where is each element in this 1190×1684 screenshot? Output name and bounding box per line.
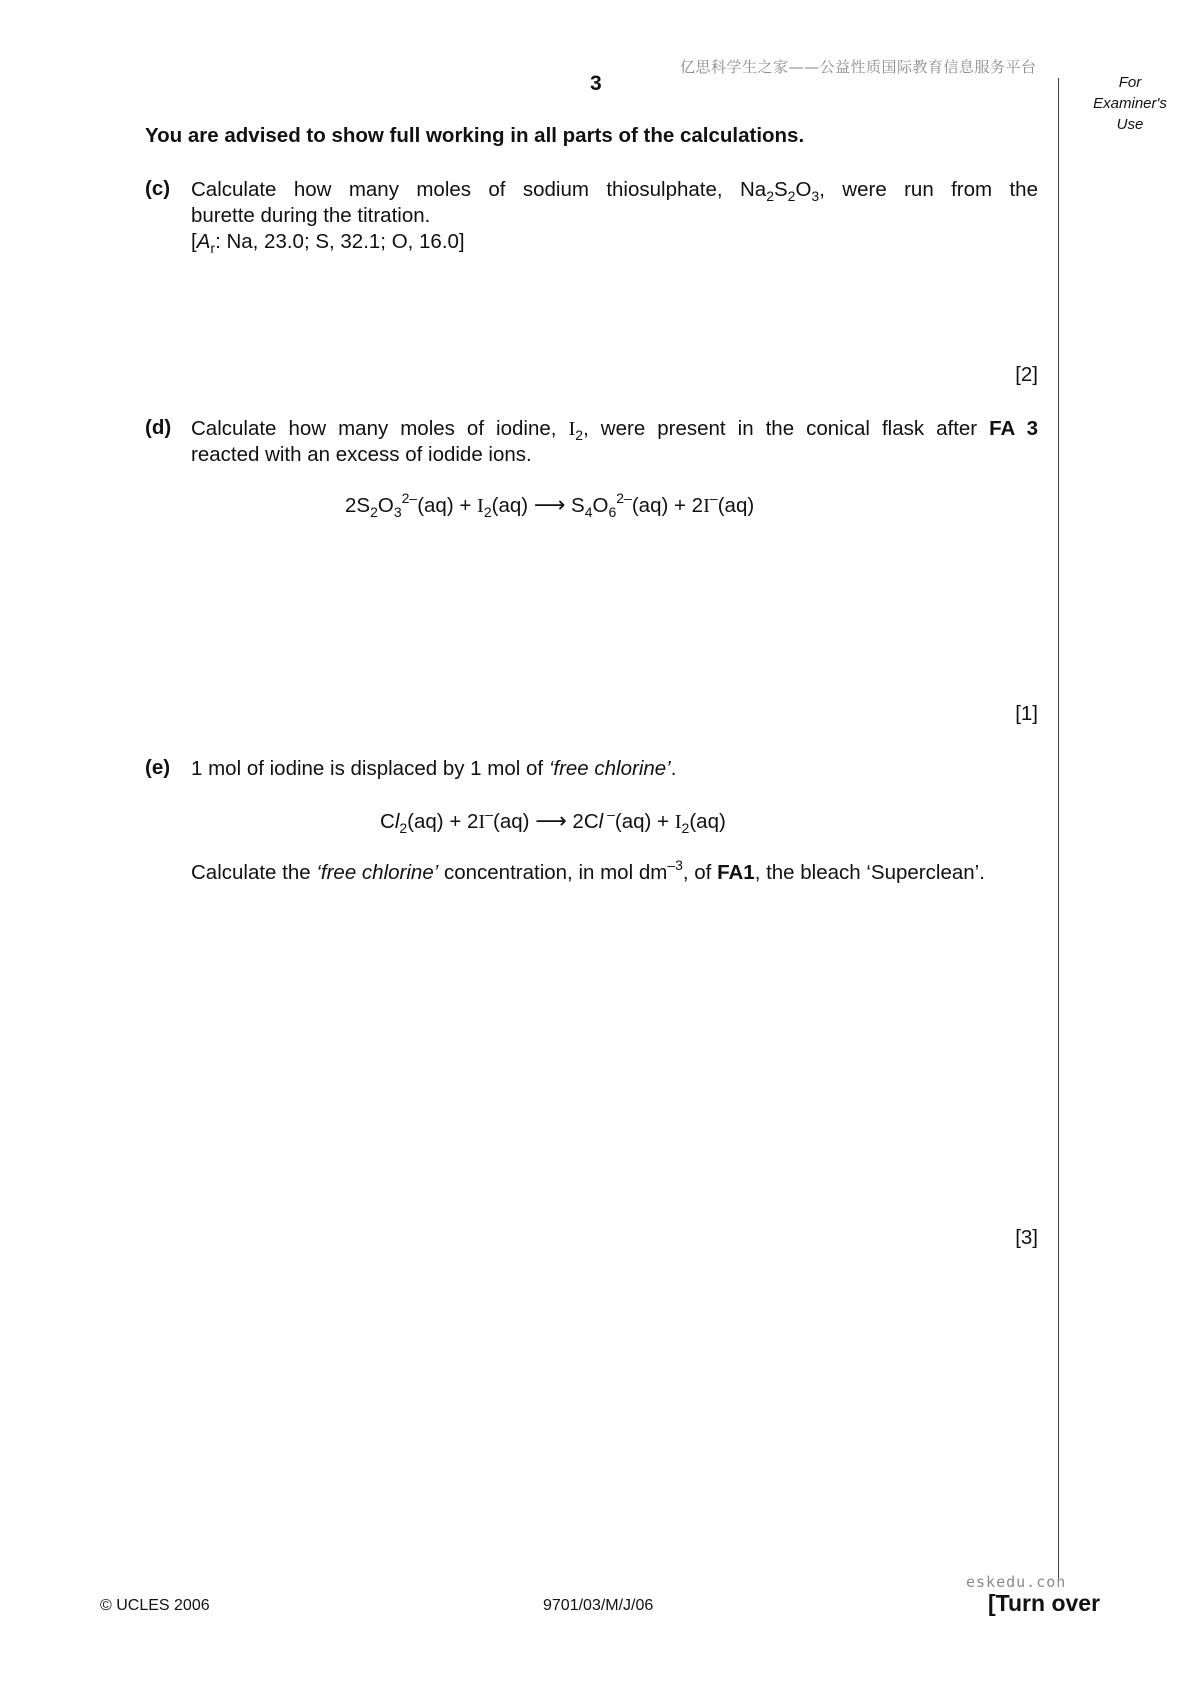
thiosulphate-iodine-equation: $2S_2O_3^{2-}(aq) + I_2(aq)$ ⟶ $S_4O_6^{2-}(aq) + 2I^-(aq)$: [345, 490, 755, 520]
examiner-use-label: [1082, 72, 1178, 135]
question-c-label: (c): [145, 177, 171, 200]
examiner-use-line: For: [1118, 74, 1142, 91]
question-e-line1: 1 mol of iodine is displaced by 1 mol of ‘free chlorine’.: [191, 757, 677, 780]
working-advice: You are advised to show full working in all parts of the calculations.: [145, 124, 805, 147]
watermark-footer: eskedu.con: [966, 1573, 1067, 1591]
question-d-line2: reacted with an excess of iodide ions.: [191, 443, 532, 466]
question-c-line2: burette during the titration.: [191, 204, 431, 227]
examiner-use-line: Examiner's: [1093, 95, 1167, 112]
question-d-mark: [1]: [1015, 702, 1038, 725]
examiner-margin-line: [1058, 78, 1059, 1586]
question-c-line1: Calculate how many moles of sodium thiosulphate, $Na_2S_2O_3$, were run from the: [191, 178, 1038, 204]
question-c-mark: [2]: [1015, 363, 1038, 386]
paper-code: 9701/03/M/J/06: [543, 1597, 654, 1614]
question-c-text: [191, 177, 1038, 255]
question-e-label: (e): [145, 756, 171, 779]
question-c-line3: [$A_r$: Na, 23.0; S, 32.1; O, 16.0]: [191, 230, 465, 256]
page-number: 3: [590, 72, 602, 95]
examiner-use-line: Use: [1116, 116, 1144, 133]
reaction-arrow-icon: ⟶: [535, 808, 567, 833]
thiosulphate-formula: $Na_2S_2O_3$: [739, 178, 820, 204]
question-d-text: [191, 416, 1038, 468]
copyright-notice: © UCLES 2006: [100, 1597, 210, 1614]
turn-over-label: [Turn over: [988, 1590, 1101, 1616]
question-d-label: (d): [145, 416, 172, 439]
chlorine-iodide-equation: $Cl_2(aq) + 2I^-(aq)$ ⟶ 2Cl $^-(aq) + I_2(aq)$: [380, 806, 726, 836]
watermark-header: 亿思科学生之家——公益性质国际教育信息服务平台: [680, 58, 1037, 76]
question-d-line1: Calculate how many moles of iodine, $I_2$, were present in the conical flask after FA 3: [191, 417, 1038, 443]
question-e-mark: [3]: [1015, 1226, 1038, 1249]
reaction-arrow-icon: ⟶: [533, 492, 566, 517]
question-e-calculation-text: Calculate the ‘free chlorine’ concentration, in mol $dm^{-3}$, of FA1, the bleach ‘Superclean’.: [191, 857, 985, 884]
